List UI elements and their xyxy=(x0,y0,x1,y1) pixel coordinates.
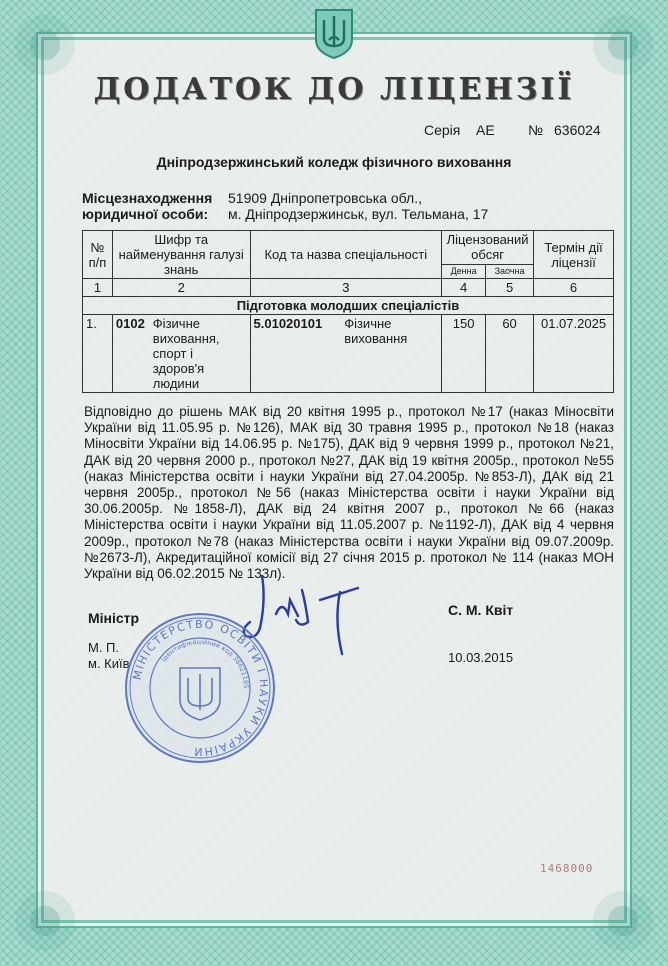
location-label-line2: юридичної особи: xyxy=(82,206,209,222)
row-specialty xyxy=(250,315,442,393)
section-title: Підготовка молодших спеціалістів xyxy=(83,297,614,315)
header-specialty: Код та назва спеціальності xyxy=(250,231,442,279)
issue-date: 10.03.2015 xyxy=(448,650,514,665)
column-number: 2 xyxy=(112,279,250,297)
address-line2: м. Дніпродзержинськ, вул. Тельмана, 17 xyxy=(228,206,489,222)
header-volume-day: Денна xyxy=(442,264,486,278)
minister-label: Міністр xyxy=(88,610,140,626)
document-title: ДОДАТОК ДО ЛІЦЕНЗІЇ xyxy=(93,72,575,107)
number-label: № xyxy=(528,122,544,138)
city: м. Київ xyxy=(88,656,130,671)
row-num: 1. xyxy=(83,315,113,393)
row-specialty-name: Фізичне виховання xyxy=(344,316,408,346)
legal-basis-text: Відповідно до рішень МАК від 20 квітня 1995 р., протокол №17 (наказ Міносвіти України від 11.05.95 р. №126), МАК від 30 травня 1995 р., протокол №18 (наказ Міносвіти України від 14.06.95 р. №175), ДАК від 9 червня 1999 р., протокол №21, ДАК від 20 червня 2000 р., протокол №27, ДАК від 19 квітня 2005р., протокол №55 (наказ Міністерства освіти і науки України від 27.04.2005р. №853-Л), ДАК від 21 червня 2005р., протокол №56 (наказ Міністерства освіти і науки України від 30.06.2005р. №1858-Л), ДАК від 24 квітня 2007 р., протокол №66 (наказ Міністерства освіти і науки України від 11.05.2007 р. №1192-Л), ДАК від 4 червня 2009р., протокол №78 (наказ Міністерства освіти і науки України від 09.07.2009р. №2673-Л), Акредитаційної комісії від 27 січня 2015 р. протокол № 114 (наказ МОН України від 06.02.2015 № 133л). xyxy=(84,404,614,582)
row-day: 150 xyxy=(442,315,486,393)
row-field-name: Фізичне виховання, спорт і здоров'я людини xyxy=(152,316,220,391)
row-field-code: 0102 xyxy=(115,316,145,331)
location-label-line1: Місцезнаходження xyxy=(82,190,213,206)
corner-ornament xyxy=(10,886,80,956)
series-label: Серія xyxy=(424,122,461,138)
table-row xyxy=(83,315,614,393)
column-number: 3 xyxy=(250,279,442,297)
header-term: Термін дії ліцензії xyxy=(534,231,614,279)
column-number: 4 xyxy=(442,279,486,297)
header-field: Шифр та найменування галузі знань xyxy=(112,231,250,279)
column-number: 6 xyxy=(534,279,614,297)
institution-name: Дніпродзержинський коледж фізичного виховання xyxy=(156,154,512,170)
license-table xyxy=(82,230,614,393)
corner-ornament xyxy=(10,10,80,80)
row-specialty-code: 5.01020101 xyxy=(253,316,323,331)
official-stamp xyxy=(122,610,278,766)
row-term: 01.07.2025 xyxy=(534,315,614,393)
seal-place-label: М. П. xyxy=(88,640,120,655)
blank-serial-number: 1468000 xyxy=(540,862,594,875)
location-label xyxy=(82,190,212,222)
row-field xyxy=(112,315,250,393)
trident-icon xyxy=(312,6,356,60)
address xyxy=(228,190,488,222)
corner-ornament xyxy=(588,10,658,80)
series-value: АЕ xyxy=(476,122,495,138)
address-line1: 51909 Дніпропетровська обл., xyxy=(228,190,422,206)
header-num: № п/п xyxy=(83,231,113,279)
minister-name: С. М. Квіт xyxy=(448,602,514,618)
row-extramural: 60 xyxy=(486,315,534,393)
stamp-ring-text: МІНІСТЕРСТВО ОСВІТИ І НАУКИ УКРАЇНИ xyxy=(130,617,271,759)
number-value: 636024 xyxy=(554,122,601,138)
column-number: 5 xyxy=(486,279,534,297)
header-volume-extramural: Заочна xyxy=(486,264,534,278)
stamp-inner-text: Ідентифікаційний код 38621185 xyxy=(159,637,251,689)
header-volume: Ліцензований обсяг xyxy=(442,231,534,265)
column-number: 1 xyxy=(83,279,113,297)
corner-ornament xyxy=(588,886,658,956)
